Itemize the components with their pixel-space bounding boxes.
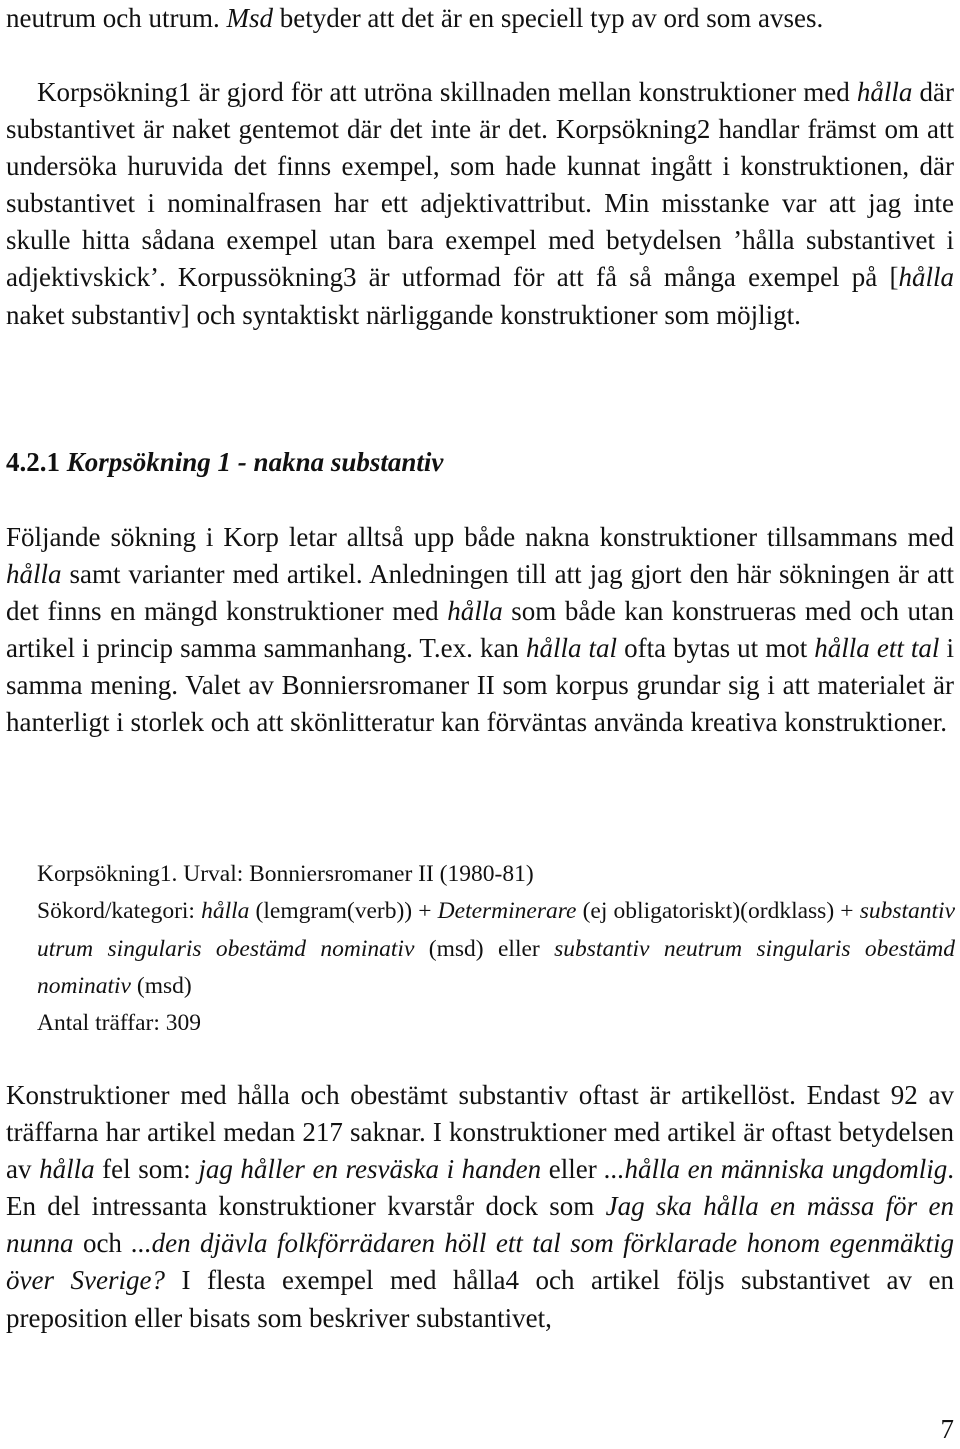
italic-example: ...hålla en människa ungdomlig [604,1154,948,1185]
text-run: eller [541,1154,605,1185]
text-run: Korpsökning1 är gjord för att utröna skillnaden mellan konstruktioner med [37,77,857,107]
italic-term: hålla [856,77,913,107]
section-heading [6,444,443,481]
search-query [37,893,955,1005]
italic-term: hålla [898,262,954,293]
text-run: Sökord/kategori: [37,898,202,925]
text-run: som både kan konstrueras med och utan artikel i princip samma sammanhang. T.ex. kan [6,596,954,664]
paragraph-intro [6,0,954,37]
text-run: (lemgram(verb)) + [249,898,438,925]
text-run: I flesta exempel med hålla4 och artikel följs substantivet av en preposition eller bisats som beskriver substantivet, [6,1265,955,1333]
text-run: i samma mening. Valet av Bonniersromaner II som korpus grundar sig i att materialet är hanterligt i storlek och att skönlitteratur kan förväntas använda kreativa konstruktioner. [6,633,954,738]
text-run: (ej obligatoriskt)(ordklass) + [576,898,860,925]
text-run: . En del intressanta konstruktioner kvarstår dock som [6,1154,955,1222]
italic-term: hålla [447,596,503,627]
text-run: neutrum och utrum. [6,3,227,33]
paragraph-results [6,1077,954,1337]
search-specification [37,856,955,1042]
italic-term: hålla [39,1154,95,1185]
italic-example: Jag ska hålla en mässa för en nunna [6,1191,954,1259]
italic-term: hålla [201,898,250,925]
page-number: 7 [940,1414,954,1444]
italic-term: hålla [6,559,62,590]
italic-example: jag håller en resväska i handen [198,1154,542,1185]
italic-term: substantiv utrum singularis obestämd nominativ [37,898,955,962]
text-run: (msd) eller [414,935,555,962]
italic-term: substantiv neutrum singularis obestämd nominativ [37,935,956,999]
paragraph-search-description [6,519,954,742]
section-number: 4.2.1 [6,447,60,477]
text-run: Följande sökning i Korp letar alltså upp både nakna konstruktioner tillsammans med [6,522,954,552]
section-title: Korpsökning 1 - nakna substantiv [60,447,444,477]
text-run: ofta bytas ut mot [617,633,815,664]
text-run: samt varianter med artikel. Anledningen till att jag gjort den här sökningen är att det finns en mängd konstruktioner med [6,559,954,627]
text-run: (msd) [131,972,192,999]
italic-term: Msd [226,3,273,33]
italic-term: Determinerare [437,898,577,925]
search-hit-count: Antal träffar: 309 [37,1010,202,1037]
paragraph-search-overview [6,74,954,334]
text-run: fel som: [94,1154,199,1185]
text-run: Konstruktioner med hålla och obestämt substantiv oftast är artikellöst. Endast 92 av träffarna har artikel medan 217 saknar. I konstruktioner med artikel är oftast betydelsen av [6,1080,954,1185]
text-run: betyder att det är en speciell typ av ord som avses. [272,3,824,33]
italic-example: hålla ett tal [814,633,940,664]
italic-example: hålla tal [525,633,618,664]
text-run: där substantivet är naket gentemot där det inte är det. Korpsökning2 handlar främst om att undersöka huruvida det finns exempel, som hade kunnat ingått i konstruktionen, där substantivet i nominalfrasen har ett adjektivattribut. Min misstanke var att jag inte skulle hitta sådana exempel utan bara exempel med betydelsen ’hålla substantivet i adjektivskick’. Korpussökning3 är utformad för att få så många exempel på [ [6,77,955,293]
search-title: Korpsökning1. Urval: Bonniersromaner II (1980-81) [37,861,534,887]
text-run: naket substantiv] och syntaktiskt närliggande konstruktioner som möjligt. [6,299,801,330]
text-run: och [73,1228,132,1259]
italic-example: ...den djävla folkförrädaren höll ett tal som förklarade honom egenmäktig över Sverige? [6,1228,954,1296]
